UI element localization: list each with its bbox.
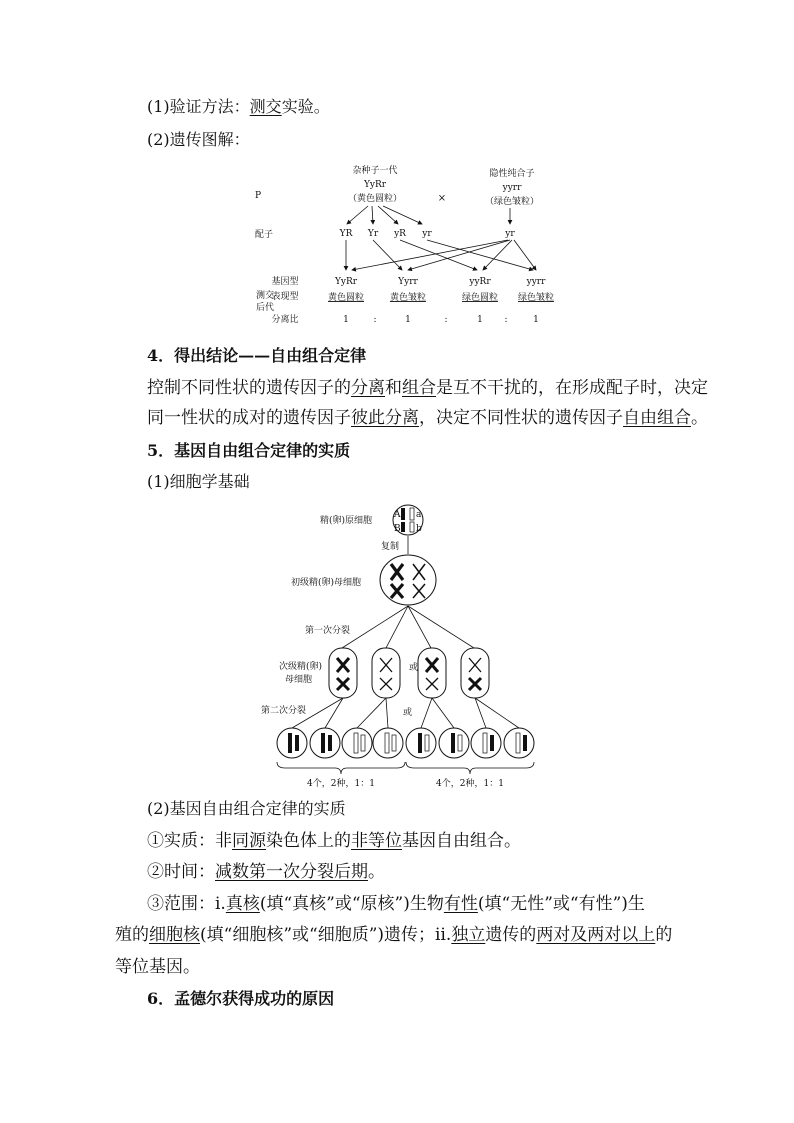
text-run: 控制不同性状的遗传因子的 [147, 378, 351, 398]
offspring-phenotype-4: 绿色皱粒 [517, 293, 555, 303]
text-run: 。 [368, 862, 385, 882]
ratio-3: 1 [477, 315, 483, 325]
allele-b: b [416, 524, 422, 534]
allele-A: A [394, 510, 401, 520]
answer-nucleus: 细胞核 [149, 925, 200, 945]
or-label-1: 或 [409, 663, 419, 673]
offspring-label-2: 后代 [256, 303, 275, 313]
ratio-row-label: 分离比 [271, 315, 299, 325]
method-suffix: 实验。 [281, 97, 330, 116]
ratio-4: 1 [533, 315, 539, 325]
summary-left: 4个，2种，1：1 [307, 779, 375, 789]
sec4-para-line2 [147, 408, 708, 428]
cell1-label: 精(卵)原细胞 [320, 516, 373, 526]
answer-time: 减数第一次分裂后期 [215, 862, 368, 882]
cell2-label: 初级精(卵)母细胞 [291, 578, 362, 588]
text-run: 是互不干扰的，在形成配子时，决定 [436, 378, 708, 398]
answer-combine: 组合 [402, 378, 436, 398]
item-scope-line1 [147, 894, 645, 914]
gamete-4: yr [422, 229, 432, 239]
gamete-3: yR [394, 229, 406, 239]
offspring-genotype-3: yyRr [469, 277, 491, 287]
text-run: 染色体上的 [266, 831, 351, 851]
brace-left [277, 762, 405, 774]
parent2-title: 隐性纯合子 [489, 169, 535, 179]
item-scope-line3: 等位基因。 [115, 957, 200, 977]
or-label-2: 或 [403, 708, 413, 718]
text-run: 同一性状的成对的遗传因子 [147, 408, 351, 428]
item-scope-line2 [115, 925, 672, 945]
cell3-label-2: 母细胞 [285, 675, 313, 685]
answer-homologous: 同源 [232, 831, 266, 851]
secondary-cell-1 [329, 648, 357, 698]
replicate-label: 复制 [381, 542, 400, 552]
allele-a: a [416, 510, 422, 520]
text-run: 基因自由组合。 [402, 831, 521, 851]
answer-eukaryote: 真核 [225, 894, 260, 914]
text-run: 殖的 [115, 925, 149, 945]
phenotype-row-label: 表现型 [271, 292, 299, 302]
ratio-sep-2: : [444, 315, 448, 325]
offspring-phenotype-2: 黄色皱粒 [389, 293, 427, 303]
ratio-1: 1 [343, 315, 349, 325]
secondary-cell-2 [372, 648, 400, 698]
text-run: ，决定不同性状的遗传因子 [419, 408, 623, 428]
answer-free-combine: 自由组合 [623, 408, 691, 428]
sec4-heading: 4．得出结论——自由组合定律 [147, 346, 367, 365]
answer-independent: 独立 [451, 925, 486, 945]
parent2-genotype: yyrr [502, 183, 522, 193]
sec6-heading: 6．孟德尔获得成功的原因 [147, 989, 335, 1008]
diagram-label: (2)遗传图解： [147, 130, 250, 149]
gamete-2: Yr [367, 229, 379, 239]
brace-right [406, 762, 534, 774]
offspring-phenotype-3: 绿色圆粒 [461, 293, 499, 303]
item-time [147, 862, 385, 882]
p-label: P [255, 191, 262, 201]
ratio-sep-1: : [373, 315, 377, 325]
method-prefix: (1)验证方法： [147, 97, 250, 116]
summary-right: 4个，2种，1：1 [436, 779, 504, 789]
ratio-sep-3: : [504, 315, 508, 325]
text-run: 和 [385, 378, 402, 398]
text-run: 的 [655, 925, 673, 945]
offspring-genotype-4: yyrr [526, 277, 546, 287]
answer-separate-each: 彼此分离 [351, 408, 419, 428]
text-run: (填“细胞核”或“细胞质”)遗传；ⅱ. [200, 925, 452, 945]
sec5-sub1: (1)细胞学基础 [147, 472, 250, 491]
parent2-phenotype: （绿色皱粒） [484, 197, 540, 207]
gamete-label: 配子 [255, 230, 274, 240]
sec5-sub2: (2)基因自由组合定律的实质 [147, 799, 346, 818]
text-run: (填“无性”或“有性”)生 [477, 894, 645, 914]
method-value: 测交 [249, 97, 282, 116]
primary-cell [380, 555, 436, 605]
cross-sign: × [437, 193, 447, 204]
gamete-recessive: yr [505, 229, 515, 239]
parent1-title: 杂种子一代 [352, 166, 398, 176]
allele-B: B [394, 524, 401, 534]
ratio-2: 1 [405, 315, 411, 325]
sec4-para-line1 [147, 378, 708, 398]
meiosis-diagram [255, 500, 565, 790]
text-run: 遗传的 [485, 925, 537, 945]
gamete-1: YR [339, 229, 353, 239]
sec5-heading: 5．基因自由组合定律的实质 [147, 441, 351, 460]
text-run: (填“真核”或“原核”)生物 [259, 894, 444, 914]
answer-separate: 分离 [351, 378, 385, 398]
secondary-cell-4 [461, 648, 489, 698]
method-line [147, 97, 330, 117]
div1-label: 第一次分裂 [305, 626, 351, 636]
offspring-phenotype-1: 黄色圆粒 [327, 293, 365, 303]
parent1-phenotype: （黄色圆粒） [347, 194, 403, 204]
text-run: ①实质：非 [147, 831, 232, 851]
parent1-genotype: YyRr [363, 180, 387, 190]
answer-two-or-more: 两对及两对以上 [536, 925, 656, 945]
offspring-genotype-2: Yyrr [398, 277, 418, 287]
genotype-row-label: 基因型 [271, 277, 299, 287]
answer-nonallelic: 非等位 [351, 831, 402, 851]
test-cross-diagram [250, 160, 570, 330]
secondary-cell-3 [418, 648, 446, 698]
answer-sexual: 有性 [443, 894, 478, 914]
div2-label: 第二次分裂 [261, 706, 307, 716]
offspring-genotype-1: YyRr [334, 277, 358, 287]
text-run: ②时间： [147, 862, 215, 882]
item-essence [147, 831, 521, 851]
text-run: ③范围：ⅰ. [147, 894, 226, 914]
offspring-label-1: 测交 [256, 291, 275, 301]
text-run: 。 [691, 408, 708, 428]
cell3-label-1: 次级精(卵) [279, 662, 323, 672]
